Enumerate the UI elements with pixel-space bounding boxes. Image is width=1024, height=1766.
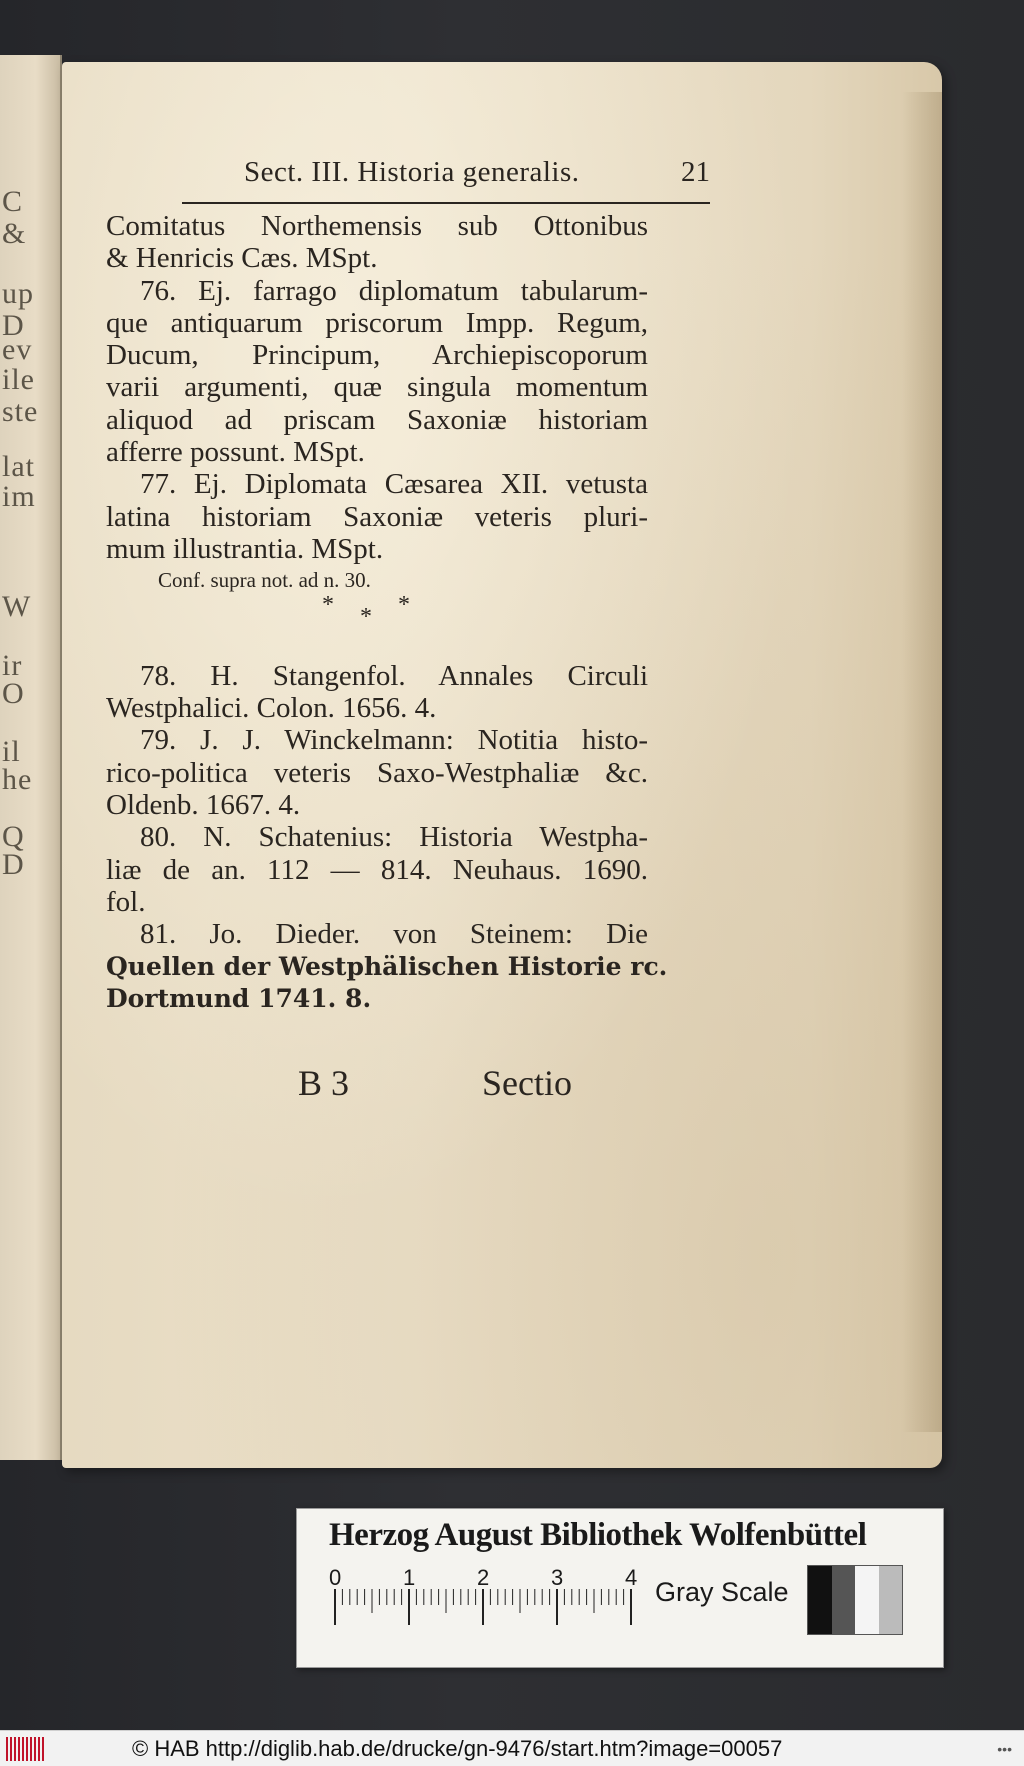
hab-logo-icon: [6, 1737, 46, 1761]
text-line: mum illustrantia. MSpt.: [106, 532, 384, 565]
previous-page-fragment: Q: [2, 820, 25, 853]
page-number: 21: [681, 156, 710, 188]
footer-citation[interactable]: © HAB http://diglib.hab.de/drucke/gn-9476/start.htm?image=00057: [132, 1736, 783, 1761]
previous-page-fragment: ev: [2, 333, 33, 366]
text-line: latina historiam Saxoniæ veteris pluri-: [106, 500, 648, 533]
text-line: 77. Ej. Diplomata Cæsarea XII. vetusta: [140, 468, 648, 501]
text-line: Ducum, Principum, Archiepiscoporum: [106, 339, 648, 372]
ruler-label: 2: [477, 1565, 490, 1590]
text-line: Westphalici. Colon. 1656. 4.: [106, 692, 437, 725]
gray-swatches: [807, 1565, 903, 1635]
text-line: Comitatus Northemensis sub Ottonibus: [106, 210, 648, 242]
ruler-label: 0: [329, 1565, 342, 1590]
previous-page-fragment: D: [2, 309, 25, 342]
previous-page-fragment: O: [2, 677, 25, 710]
footer-bar: [0, 1730, 1024, 1766]
text-line: rico-politica veteris Saxo-Westphaliæ &c.: [106, 756, 648, 789]
previous-page-fragment: ile: [2, 363, 35, 396]
text-line: fol.: [106, 885, 146, 918]
text-line: 81. Jo. Dieder. von Steinem: Die: [140, 918, 648, 951]
previous-page-fragment: up: [2, 277, 34, 310]
previous-page-fragment: C: [2, 185, 24, 218]
previous-page-fragment: il: [2, 735, 21, 768]
gray-swatch: [808, 1566, 832, 1634]
previous-page-fragment: &: [2, 217, 27, 250]
head-rule: [182, 202, 710, 204]
text-line: Conf. supra not. ad n. 30.: [158, 568, 371, 593]
asterism: [322, 592, 422, 632]
running-head: [182, 150, 710, 194]
previous-page-fragment: ir: [2, 649, 23, 682]
text-line: 80. N. Schatenius: Historia Westpha-: [140, 821, 648, 854]
previous-page-fragment: he: [2, 763, 33, 796]
signature-mark: B 3: [298, 1063, 350, 1103]
asterism-star: *: [322, 592, 334, 618]
ruler-label: 3: [551, 1565, 564, 1590]
ruler-label: 1: [403, 1565, 416, 1590]
text-line: varii argumenti, quæ singula momentum: [106, 371, 648, 404]
library-name: Herzog August Bibliothek Wolfenbüttel: [329, 1517, 867, 1553]
text-line: [106, 628, 648, 660]
grayscale-label: Gray Scale: [655, 1577, 789, 1607]
previous-page-edge: [0, 55, 62, 1460]
text-line: Oldenb. 1667. 4.: [106, 789, 301, 822]
gray-swatch: [879, 1566, 903, 1634]
previous-page-fragment: im: [2, 480, 36, 513]
asterism-star: *: [360, 604, 372, 630]
book-page: [62, 62, 942, 1468]
text-line: que antiquarum priscorum Impp. Regum,: [106, 306, 648, 339]
text-line: liæ de an. 112 — 814. Neuhaus. 1690.: [106, 853, 648, 886]
text-line: 79. J. J. Winckelmann: Notitia histo-: [140, 724, 648, 757]
running-title: Sect. III. Historia generalis.: [244, 156, 580, 188]
color-scale-card: [296, 1508, 944, 1668]
catchword: Sectio: [482, 1063, 572, 1103]
gray-swatch: [832, 1566, 856, 1634]
previous-page-fragment: W: [2, 590, 32, 623]
ruler-label: 4: [625, 1565, 638, 1590]
text-line: 78. H. Stangenfol. Annales Circuli: [140, 659, 648, 692]
text-line: Quellen der Westphälischen Historie rc.: [106, 951, 668, 981]
text-line: afferre possunt. MSpt.: [106, 436, 365, 469]
previous-page-fragment: ste: [2, 395, 39, 428]
previous-page-fragment: lat: [2, 450, 35, 483]
text-line: & Henricis Cæs. MSpt.: [106, 242, 378, 275]
text-line: Dortmund 1741. 8.: [106, 983, 372, 1013]
text-line: 76. Ej. farrago diplomatum tabularum-: [140, 274, 648, 307]
text-line: aliquod ad priscam Saxoniæ historiam: [106, 403, 648, 436]
previous-page-fragment: D: [2, 848, 25, 881]
asterism-star: *: [398, 592, 410, 618]
gray-swatch: [855, 1566, 879, 1634]
more-options-icon[interactable]: •••: [997, 1741, 1012, 1757]
